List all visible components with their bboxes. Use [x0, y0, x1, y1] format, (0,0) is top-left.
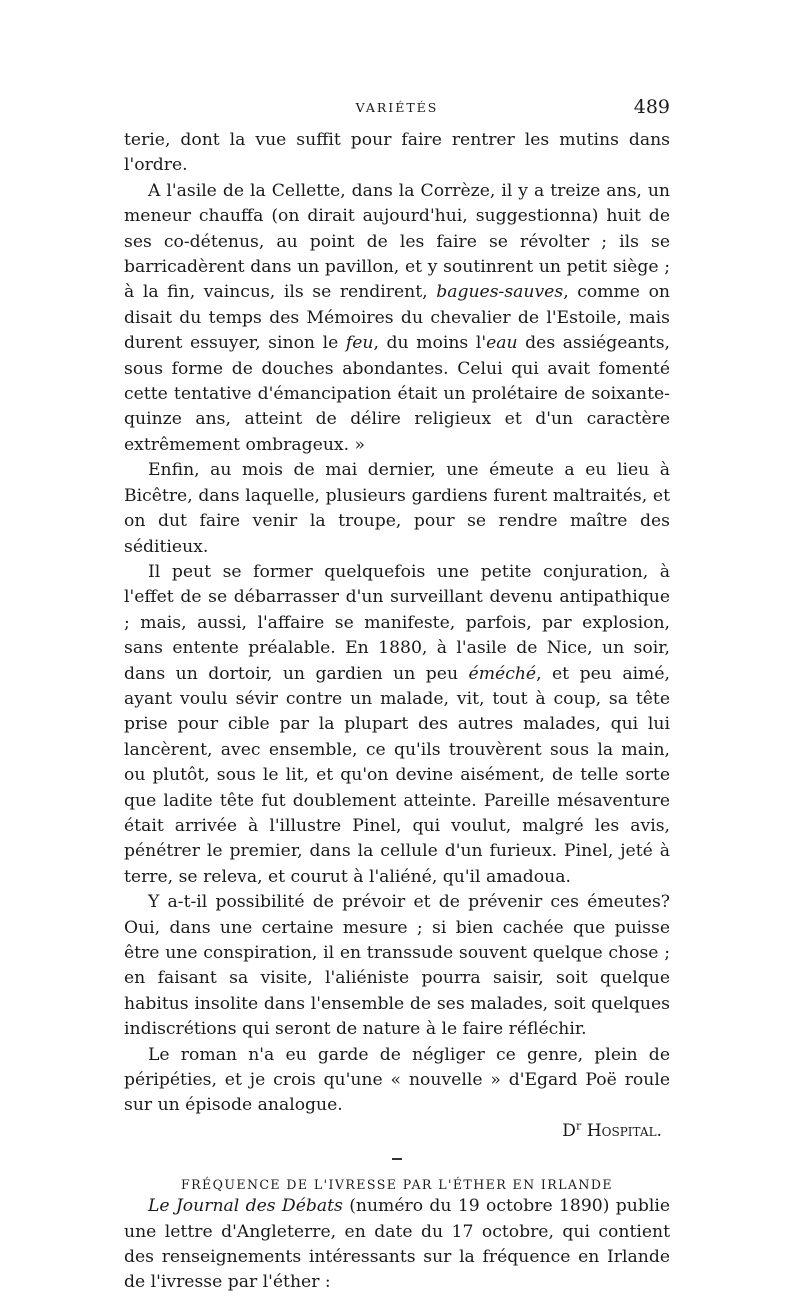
paragraph-3: Enfin, au mois de mai dernier, une émeute a eu lieu à Bicêtre, dans laquelle, plusieurs gardiens furent maltraités, et on dut faire venir la troupe, pour se rendre maître des séditieux.: [124, 460, 670, 557]
paragraph-2-part-7: des assiégeants, sous forme de douches abondantes. Celui qui avait fomenté cette tentative d'émancipation était un prolétaire de soixante-quinze ans, atteint de délire religieux et d'un caractère extrêmement ombrageux. »: [124, 333, 670, 455]
paragraph-2-part-3: , comme on disait du temps des Mémoires du chevalier de l'Estoile, mais durent essuyer, sinon le: [124, 282, 670, 354]
paragraph-2: [124, 179, 670, 458]
signature-superscript: r: [575, 1119, 582, 1133]
section-title: FRÉQUENCE DE L'IVRESSE PAR L'ÉTHER EN IRLANDE: [181, 1177, 613, 1193]
paragraph-2-italic-eau: eau: [486, 333, 518, 354]
section-intro-paragraph: [124, 1194, 670, 1296]
paragraph-2-italic-bagues-sauves: bagues-sauves: [436, 282, 564, 303]
paragraph-2-part-1: A l'asile de la Cellette, dans la Corrèze, il y a treize ans, un meneur chauffa (on dirait aujourd'hui, suggestionna) huit de ses co-détenus, au point de les faire se révolter ; ils se barricadèrent dans un pavillon, et y soutinrent un petit siège ; à la fin, vaincus, ils se rendirent,: [124, 180, 670, 303]
author-signature: [124, 1119, 662, 1144]
paragraph-1: terie, dont la vue suffit pour faire rentrer les mutins dans l'ordre.: [124, 130, 670, 176]
running-title: VARIÉTÉS: [355, 100, 439, 115]
section-intro-italic-title: Le Journal des Débats: [148, 1196, 343, 1217]
paragraph-2-italic-feu: feu: [345, 333, 374, 354]
body-text: [124, 128, 670, 1296]
section-intro-text: (numéro du 19 octobre 1890) publie une lettre d'Angleterre, en date du 17 octobre, qui contient des renseignements intéressants sur la fréquence en Irlande de l'ivresse par l'éther :: [124, 1196, 670, 1293]
page-header: [124, 96, 670, 122]
paragraph-4-part-3: , et peu aimé, ayant voulu sévir contre un malade, vit, tout à coup, sa tête prise pour cible par la plupart des autres malades, qui lui lancèrent, avec ensemble, ce qu'ils trouvèrent sous la main, ou plutôt, sous le lit, et qu'on devine aisément, de telle sorte que ladite tête fut doublement atteinte. Pareille mésaventure était arrivée à l'illustre Pinel, qui voulut, malgré les avis, pénétrer le premier, dans la cellule d'un furieux. Pinel, jeté à terre, se releva, et courut à l'aliéné, qu'il amadoua.: [124, 663, 670, 887]
section-separator: [392, 1158, 402, 1160]
paragraph-6: Le roman n'a eu garde de négliger ce genre, plein de péripéties, et je crois qu'une « nouvelle » d'Egard Poë roule sur un épisode analogue.: [124, 1044, 670, 1116]
paragraph-4-italic-emeche: éméché: [468, 663, 537, 684]
signature-name: Hospital.: [586, 1120, 662, 1141]
paragraph-2-part-5: , du moins l': [373, 333, 487, 354]
paragraph-4-part-1: Il peut se former quelquefois une petite conjuration, à l'effet de se débarrasser d'un surveillant devenu antipathique ; mais, aussi, l'affaire se manifeste, parfois, par explosion, sans entente préalable. En 1880, à l'asile de Nice, un soir, dans un dortoir, un gardien un peu: [124, 561, 670, 684]
page-number: 489: [633, 96, 670, 118]
signature-prefix: D: [562, 1120, 576, 1141]
paragraph-4: [124, 560, 670, 890]
paragraph-5: Y a-t-il possibilité de prévoir et de prévenir ces émeutes? Oui, dans une certaine mesure ; si bien cachée que puisse être une conspiration, il en transsude souvent quelque chose ; en faisant sa visite, l'aliéniste pourra saisir, soit quelque habitus insolite dans l'ensemble de ses malades, soit quelques indiscrétions qui seront de nature à le faire réfléchir.: [124, 892, 670, 1040]
